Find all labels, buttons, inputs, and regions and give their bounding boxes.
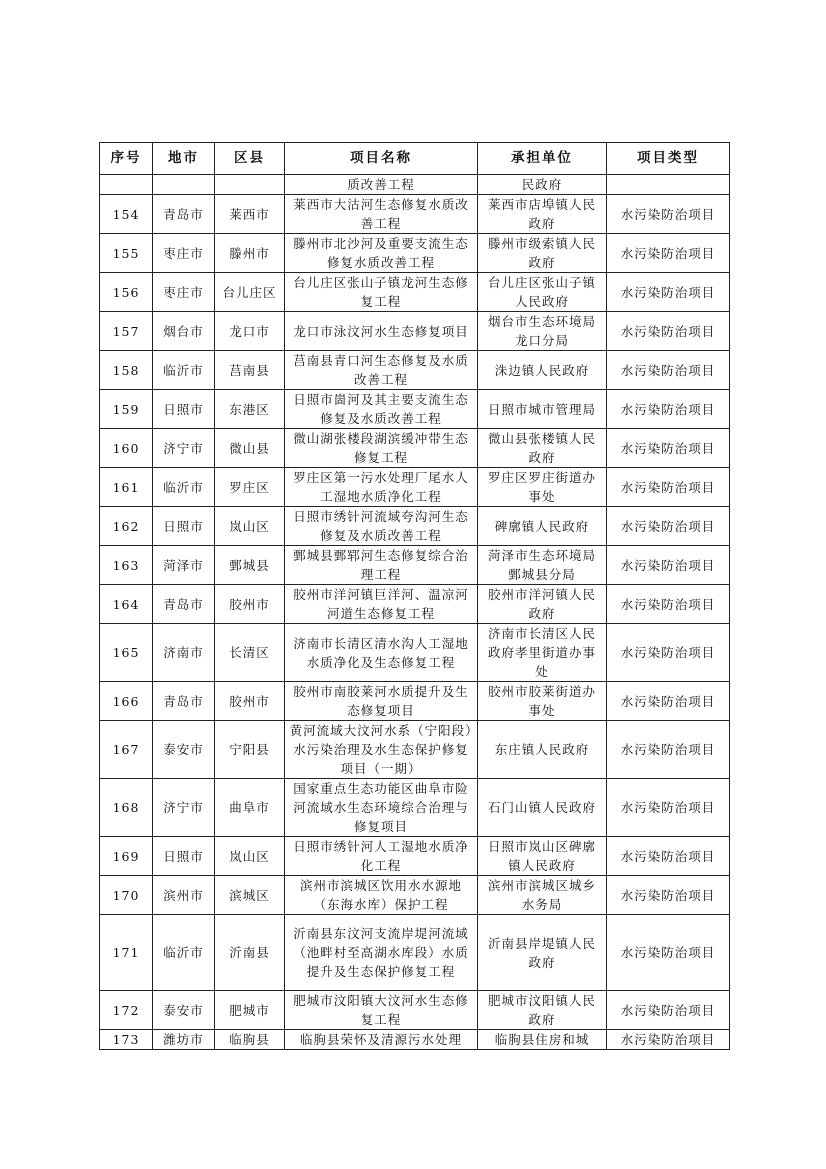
cell-unit: 烟台市生态环境局龙口分局 — [478, 312, 607, 351]
cell-project-type: 水污染防治项目 — [607, 429, 730, 468]
cell-unit: 胶州市洋河镇人民政府 — [478, 585, 607, 624]
cell-city: 泰安市 — [153, 991, 215, 1030]
cell-city: 泰安市 — [153, 721, 215, 779]
cell-project-name: 沂南县东汶河支流岸堤河流域（池畔村至高湖水库段）水质提升及生态保护修复工程 — [285, 915, 478, 991]
cell-project-type: 水污染防治项目 — [607, 721, 730, 779]
cell-index: 162 — [100, 507, 153, 546]
cell-project-type: 水污染防治项目 — [607, 837, 730, 876]
cell-project-name: 莱西市大沽河生态修复水质改善工程 — [285, 195, 478, 234]
cell-project-type: 水污染防治项目 — [607, 915, 730, 991]
cell-city: 枣庄市 — [153, 234, 215, 273]
cell-project-type: 水污染防治项目 — [607, 468, 730, 507]
cell-project-type: 水污染防治项目 — [607, 273, 730, 312]
cell-county: 滨城区 — [215, 876, 285, 915]
cell-index: 165 — [100, 624, 153, 682]
cell-project-name: 龙口市泳汶河水生态修复项目 — [285, 312, 478, 351]
cell-index: 168 — [100, 779, 153, 837]
cell-county: 莒南县 — [215, 351, 285, 390]
cell-project-type: 水污染防治项目 — [607, 585, 730, 624]
cell-county: 莱西市 — [215, 195, 285, 234]
cell-city: 滨州市 — [153, 876, 215, 915]
cell-project-name: 日照市崮河及其主要支流生态修复及水质改善工程 — [285, 390, 478, 429]
cell-index: 155 — [100, 234, 153, 273]
cell-unit: 民政府 — [478, 175, 607, 195]
cell-project-type: 水污染防治项目 — [607, 991, 730, 1030]
cell-city: 济宁市 — [153, 779, 215, 837]
cell-unit: 台儿庄区张山子镇人民政府 — [478, 273, 607, 312]
cell-project-type: 水污染防治项目 — [607, 507, 730, 546]
table-row — [100, 312, 730, 351]
cell-county: 龙口市 — [215, 312, 285, 351]
cell-county: 东港区 — [215, 390, 285, 429]
header-project-type: 项目类型 — [607, 143, 730, 175]
cell-county: 沂南县 — [215, 915, 285, 991]
cell-project-name: 国家重点生态功能区曲阜市险河流域水生态环境综合治理与修复项目 — [285, 779, 478, 837]
cell-index: 166 — [100, 682, 153, 721]
cell-project-name: 罗庄区第一污水处理厂尾水人工湿地水质净化工程 — [285, 468, 478, 507]
cell-project-name: 肥城市汶阳镇大汶河水生态修复工程 — [285, 991, 478, 1030]
cell-index: 171 — [100, 915, 153, 991]
cell-county — [215, 175, 285, 195]
cell-unit: 洙边镇人民政府 — [478, 351, 607, 390]
table-row — [100, 876, 730, 915]
cell-county: 台儿庄区 — [215, 273, 285, 312]
cell-unit: 碑廓镇人民政府 — [478, 507, 607, 546]
cell-project-type: 水污染防治项目 — [607, 390, 730, 429]
cell-county: 胶州市 — [215, 682, 285, 721]
cell-county: 曲阜市 — [215, 779, 285, 837]
cell-city: 临沂市 — [153, 468, 215, 507]
table-row — [100, 991, 730, 1030]
table-row — [100, 915, 730, 991]
cell-index — [100, 175, 153, 195]
header-unit: 承担单位 — [478, 143, 607, 175]
cell-project-name: 日照市绣针河人工湿地水质净化工程 — [285, 837, 478, 876]
cell-unit: 胶州市胶莱街道办事处 — [478, 682, 607, 721]
cell-county: 鄄城县 — [215, 546, 285, 585]
header-project-name: 项目名称 — [285, 143, 478, 175]
cell-unit: 滕州市级索镇人民政府 — [478, 234, 607, 273]
cell-project-type: 水污染防治项目 — [607, 779, 730, 837]
cell-unit: 日照市城市管理局 — [478, 390, 607, 429]
cell-project-type: 水污染防治项目 — [607, 195, 730, 234]
cell-city: 潍坊市 — [153, 1030, 215, 1050]
cell-project-type: 水污染防治项目 — [607, 1030, 730, 1050]
cell-city: 青岛市 — [153, 585, 215, 624]
cell-unit: 沂南县岸堤镇人民政府 — [478, 915, 607, 991]
cell-city: 青岛市 — [153, 682, 215, 721]
cell-project-type: 水污染防治项目 — [607, 351, 730, 390]
table-row — [100, 624, 730, 682]
table-row — [100, 721, 730, 779]
cell-unit: 罗庄区罗庄街道办事处 — [478, 468, 607, 507]
cell-project-type: 水污染防治项目 — [607, 546, 730, 585]
cell-project-type: 水污染防治项目 — [607, 234, 730, 273]
cell-city: 青岛市 — [153, 195, 215, 234]
cell-index: 163 — [100, 546, 153, 585]
cell-city: 临沂市 — [153, 351, 215, 390]
cell-index: 169 — [100, 837, 153, 876]
cell-project-type: 水污染防治项目 — [607, 876, 730, 915]
cell-city: 烟台市 — [153, 312, 215, 351]
cell-city: 济宁市 — [153, 429, 215, 468]
cell-unit: 临朐县住房和城 — [478, 1030, 607, 1050]
cell-county: 岚山区 — [215, 507, 285, 546]
cell-index: 173 — [100, 1030, 153, 1050]
cell-index: 161 — [100, 468, 153, 507]
table-header-row — [100, 143, 730, 175]
cell-index: 172 — [100, 991, 153, 1030]
cell-project-name: 黄河流域大汶河水系（宁阳段）水污染治理及水生态保护修复项目（一期） — [285, 721, 478, 779]
cell-project-name: 莒南县青口河生态修复及水质改善工程 — [285, 351, 478, 390]
cell-county: 长清区 — [215, 624, 285, 682]
cell-city: 日照市 — [153, 390, 215, 429]
cell-index: 158 — [100, 351, 153, 390]
cell-county: 岚山区 — [215, 837, 285, 876]
cell-project-name: 济南市长清区清水沟人工湿地水质净化及生态修复工程 — [285, 624, 478, 682]
table-row — [100, 1030, 730, 1050]
table-row — [100, 390, 730, 429]
cell-county: 微山县 — [215, 429, 285, 468]
cell-unit: 日照市岚山区碑廓镇人民政府 — [478, 837, 607, 876]
cell-city — [153, 175, 215, 195]
table-row — [100, 195, 730, 234]
project-table — [99, 142, 730, 1050]
cell-county: 宁阳县 — [215, 721, 285, 779]
cell-index: 154 — [100, 195, 153, 234]
cell-city: 日照市 — [153, 507, 215, 546]
cell-unit: 莱西市店埠镇人民政府 — [478, 195, 607, 234]
table-row — [100, 234, 730, 273]
cell-index: 156 — [100, 273, 153, 312]
cell-project-type — [607, 175, 730, 195]
table-row — [100, 468, 730, 507]
cell-project-type: 水污染防治项目 — [607, 624, 730, 682]
cell-index: 160 — [100, 429, 153, 468]
cell-project-name: 滨州市滨城区饮用水水源地（东海水库）保护工程 — [285, 876, 478, 915]
table-row — [100, 429, 730, 468]
cell-index: 157 — [100, 312, 153, 351]
header-city: 地市 — [153, 143, 215, 175]
table-row — [100, 546, 730, 585]
cell-index: 159 — [100, 390, 153, 429]
cell-unit: 滨州市滨城区城乡水务局 — [478, 876, 607, 915]
cell-city: 济南市 — [153, 624, 215, 682]
project-table-page — [99, 142, 729, 1050]
cell-county: 肥城市 — [215, 991, 285, 1030]
cell-project-name: 日照市绣针河流域夸沟河生态修复及水质改善工程 — [285, 507, 478, 546]
cell-unit: 石门山镇人民政府 — [478, 779, 607, 837]
header-index: 序号 — [100, 143, 153, 175]
cell-project-name: 鄄城县鄄郓河生态修复综合治理工程 — [285, 546, 478, 585]
cell-index: 167 — [100, 721, 153, 779]
cell-project-name: 质改善工程 — [285, 175, 478, 195]
cell-county: 滕州市 — [215, 234, 285, 273]
cell-county: 胶州市 — [215, 585, 285, 624]
cell-unit: 济南市长清区人民政府孝里街道办事处 — [478, 624, 607, 682]
cell-project-name: 临朐县荣怀及清源污水处理 — [285, 1030, 478, 1050]
cell-unit: 微山县张楼镇人民政府 — [478, 429, 607, 468]
table-row — [100, 585, 730, 624]
cell-project-type: 水污染防治项目 — [607, 312, 730, 351]
header-county: 区县 — [215, 143, 285, 175]
table-row — [100, 507, 730, 546]
table-row — [100, 273, 730, 312]
cell-city: 日照市 — [153, 837, 215, 876]
cell-index: 164 — [100, 585, 153, 624]
cell-project-name: 台儿庄区张山子镇龙河生态修复工程 — [285, 273, 478, 312]
cell-project-type: 水污染防治项目 — [607, 682, 730, 721]
cell-index: 170 — [100, 876, 153, 915]
table-row — [100, 779, 730, 837]
cell-unit: 肥城市汶阳镇人民政府 — [478, 991, 607, 1030]
cell-county: 罗庄区 — [215, 468, 285, 507]
cell-unit: 菏泽市生态环境局鄄城县分局 — [478, 546, 607, 585]
cell-county: 临朐县 — [215, 1030, 285, 1050]
cell-project-name: 微山湖张楼段湖滨缓冲带生态修复工程 — [285, 429, 478, 468]
cell-city: 临沂市 — [153, 915, 215, 991]
cell-project-name: 胶州市洋河镇巨洋河、温凉河河道生态修复工程 — [285, 585, 478, 624]
cell-unit: 东庄镇人民政府 — [478, 721, 607, 779]
table-row — [100, 351, 730, 390]
table-row — [100, 682, 730, 721]
cell-city: 菏泽市 — [153, 546, 215, 585]
cell-project-name: 滕州市北沙河及重要支流生态修复水质改善工程 — [285, 234, 478, 273]
cell-city: 枣庄市 — [153, 273, 215, 312]
cell-project-name: 胶州市南胶莱河水质提升及生态修复项目 — [285, 682, 478, 721]
table-row — [100, 175, 730, 195]
table-row — [100, 837, 730, 876]
